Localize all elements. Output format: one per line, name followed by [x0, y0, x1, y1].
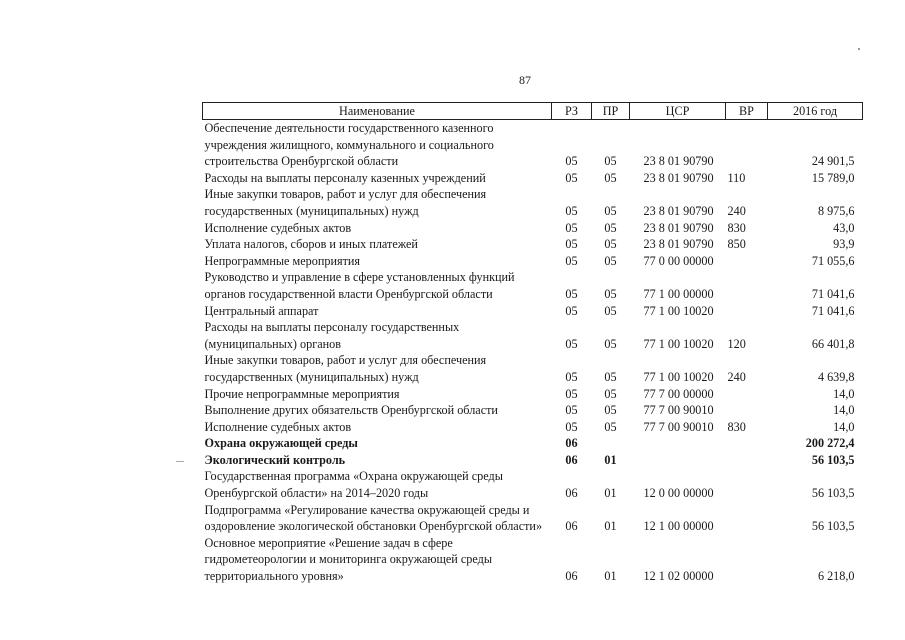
page-number: 87: [519, 73, 531, 87]
header-year: 2016 год: [768, 103, 863, 120]
table-row: [203, 535, 863, 585]
table-header-row: [203, 103, 863, 120]
cell-pr: 05: [604, 403, 617, 418]
cell-amount: 15 789,0: [811, 170, 855, 185]
cell-amount: 43,0: [833, 220, 855, 235]
cell-pr: 05: [604, 369, 617, 384]
cell-amount: 14,0: [833, 403, 855, 418]
cell-name: Иные закупки товаров, работ и услуг для обеспечения государственных (муниципальных) нужд: [204, 353, 487, 384]
cell-csr: 23 8 01 90790: [643, 170, 714, 185]
table-row: [203, 236, 863, 253]
cell-rz: 06: [565, 452, 578, 467]
cell-pr: 05: [604, 419, 617, 434]
cell-amount: 14,0: [833, 386, 855, 401]
table-row: [203, 419, 863, 436]
cell-amount: 56 103,5: [811, 486, 855, 501]
cell-vr: [726, 120, 768, 170]
cell-pr: 01: [604, 569, 617, 584]
cell-csr: 77 7 00 90010: [643, 403, 714, 418]
cell-pr: 05: [604, 220, 617, 235]
cell-amount: 200 272,4: [805, 436, 855, 451]
cell-rz: 05: [565, 203, 578, 218]
table-row: [203, 402, 863, 419]
cell-csr: [630, 435, 726, 452]
cell-csr: 23 8 01 90790: [643, 220, 714, 235]
cell-rz: 06: [565, 569, 578, 584]
header-name: Наименование: [203, 103, 552, 120]
cell-amount: 93,9: [833, 237, 855, 252]
cell-csr: 12 1 00 00000: [643, 519, 714, 534]
cell-name: Охрана окружающей среды: [204, 436, 358, 451]
cell-amount: 56 103,5: [811, 519, 855, 534]
cell-csr: 12 1 02 00000: [643, 569, 714, 584]
cell-rz: 06: [565, 436, 578, 451]
cell-vr: [726, 535, 768, 585]
cell-amount: 6 218,0: [817, 569, 855, 584]
scan-speck: [858, 48, 860, 50]
cell-name: Исполнение судебных актов: [204, 419, 352, 434]
table-row: [203, 319, 863, 352]
cell-pr: 05: [604, 303, 617, 318]
table-row: [203, 220, 863, 237]
budget-table: [202, 102, 863, 585]
header-vr: ВР: [726, 103, 768, 120]
cell-name: Подпрограмма «Регулирование качества окружающей среды и оздоровление экологической обстановки Оренбургской области»: [204, 502, 543, 534]
cell-pr: 01: [604, 486, 617, 501]
cell-csr: 77 1 00 10020: [643, 336, 714, 351]
cell-vr: 240: [727, 369, 746, 384]
cell-vr: [726, 303, 768, 320]
cell-pr: 05: [604, 237, 617, 252]
table-row: [203, 170, 863, 187]
cell-vr: 240: [727, 203, 746, 218]
table-row: [203, 352, 863, 385]
cell-csr: 77 7 00 00000: [643, 386, 714, 401]
cell-rz: 05: [565, 220, 578, 235]
table-row: [203, 303, 863, 320]
cell-pr: 05: [604, 286, 617, 301]
cell-amount: 14,0: [833, 419, 855, 434]
table-row: [203, 386, 863, 403]
header-pr: ПР: [592, 103, 630, 120]
cell-vr: [726, 502, 768, 535]
cell-csr: 23 8 01 90790: [643, 154, 714, 169]
cell-csr: 77 7 00 90010: [643, 419, 714, 434]
cell-name: Руководство и управление в сфере установленных функций органов государственной власти Оренбургской области: [204, 270, 515, 301]
cell-vr: [726, 269, 768, 302]
cell-name: Основное мероприятие «Решение задач в сфере гидрометеорологии и мониторинга окружающей среды территориального уровня»: [204, 535, 493, 584]
header-rz: РЗ: [552, 103, 592, 120]
cell-pr: 01: [604, 519, 617, 534]
cell-rz: 05: [565, 253, 578, 268]
cell-vr: [726, 402, 768, 419]
cell-rz: 05: [565, 369, 578, 384]
cell-vr: 830: [727, 419, 746, 434]
cell-rz: 05: [565, 386, 578, 401]
cell-vr: 850: [727, 237, 746, 252]
cell-amount: 71 055,6: [811, 253, 855, 268]
cell-rz: 05: [565, 170, 578, 185]
table-row: [203, 269, 863, 302]
cell-rz: 05: [565, 419, 578, 434]
cell-name: Расходы на выплаты персоналу казенных учреждений: [204, 170, 486, 185]
cell-vr: [726, 253, 768, 270]
cell-vr: [726, 435, 768, 452]
cell-vr: [726, 468, 768, 501]
cell-name: Государственная программа «Охрана окружающей среды Оренбургской области» на 2014–2020 годы: [204, 469, 503, 501]
cell-csr: 77 1 00 10020: [643, 303, 714, 318]
cell-amount: 24 901,5: [811, 154, 855, 169]
cell-csr: [630, 452, 726, 469]
cell-amount: 56 103,5: [811, 452, 855, 467]
cell-name: Иные закупки товаров, работ и услуг для обеспечения государственных (муниципальных) нужд: [204, 187, 487, 218]
table-row: [203, 452, 863, 469]
cell-name: Выполнение других обязательств Оренбургской области: [204, 403, 498, 418]
cell-rz: 05: [565, 154, 578, 169]
cell-csr: 23 8 01 90790: [643, 203, 714, 218]
cell-name: Уплата налогов, сборов и иных платежей: [204, 237, 418, 252]
cell-pr: 05: [604, 203, 617, 218]
header-csr: ЦСР: [630, 103, 726, 120]
cell-csr: 12 0 00 00000: [643, 486, 714, 501]
cell-csr: 77 1 00 10020: [643, 369, 714, 384]
cell-pr: 05: [604, 253, 617, 268]
cell-vr: 120: [727, 336, 746, 351]
cell-vr: [726, 452, 768, 469]
cell-pr: 05: [604, 386, 617, 401]
cell-name: Обеспечение деятельности государственного казенного учреждения жилищного, коммунального и социального строительства Оренбургской области: [204, 121, 494, 169]
table-row: [203, 253, 863, 270]
cell-rz: 05: [565, 303, 578, 318]
cell-amount: 66 401,8: [811, 336, 855, 351]
cell-rz: 05: [565, 237, 578, 252]
cell-name: Непрограммные мероприятия: [204, 253, 361, 268]
cell-pr: 01: [604, 452, 617, 467]
cell-amount: 71 041,6: [811, 286, 855, 301]
cell-name: Центральный аппарат: [204, 303, 319, 318]
cell-vr: 110: [727, 170, 746, 185]
margin-mark: [176, 461, 184, 462]
cell-pr: 05: [604, 336, 617, 351]
cell-name: Прочие непрограммные мероприятия: [204, 386, 400, 401]
cell-rz: 06: [565, 519, 578, 534]
cell-vr: 830: [727, 220, 746, 235]
table-row: [203, 120, 863, 170]
cell-pr: [592, 435, 630, 452]
cell-name: Исполнение судебных актов: [204, 220, 352, 235]
cell-name: Экологический контроль: [204, 452, 346, 467]
cell-amount: 71 041,6: [811, 303, 855, 318]
cell-amount: 4 639,8: [817, 369, 855, 384]
cell-vr: [726, 386, 768, 403]
cell-pr: 05: [604, 154, 617, 169]
cell-csr: 77 1 00 00000: [643, 286, 714, 301]
cell-rz: 05: [565, 403, 578, 418]
table-body: [203, 120, 863, 585]
table-row: [203, 435, 863, 452]
table-row: [203, 468, 863, 501]
cell-csr: 23 8 01 90790: [643, 237, 714, 252]
cell-rz: 06: [565, 486, 578, 501]
cell-rz: 05: [565, 336, 578, 351]
cell-pr: 05: [604, 170, 617, 185]
cell-rz: 05: [565, 286, 578, 301]
cell-csr: 77 0 00 00000: [643, 253, 714, 268]
table-row: [203, 186, 863, 219]
cell-name: Расходы на выплаты персоналу государственных (муниципальных) органов: [204, 320, 460, 351]
table-row: [203, 502, 863, 535]
cell-amount: 8 975,6: [817, 203, 855, 218]
